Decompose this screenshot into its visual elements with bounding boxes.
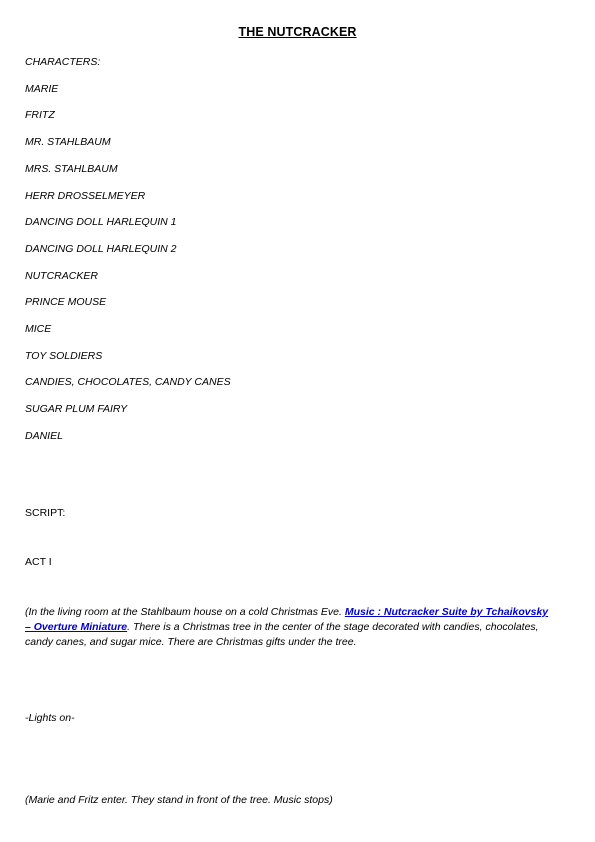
character-item: TOY SOLDIERS [25,350,103,362]
character-item: MRS. STAHLBAUM [25,163,118,175]
stage-direction-paragraph [25,605,555,650]
page-title: THE NUTCRACKER [238,25,357,39]
character-item: SUGAR PLUM FAIRY [25,403,128,415]
character-item: MICE [25,323,52,335]
character-item: FRITZ [25,109,55,121]
characters-heading: CHARACTERS: [25,56,101,68]
character-item: CANDIES, CHOCOLATES, CANDY CANES [25,376,231,388]
character-item: DANCING DOLL HARLEQUIN 1 [25,216,177,228]
character-item: DANIEL [25,430,63,442]
character-item: PRINCE MOUSE [25,296,107,308]
music-link[interactable]: Music : Nutcracker Suite by Tchaikovsky – Overture Miniature [25,606,549,633]
character-item: MR. STAHLBAUM [25,136,111,148]
character-item: DANCING DOLL HARLEQUIN 2 [25,243,177,255]
enter-direction: (Marie and Fritz enter. They stand in front of the tree. Music stops) [25,794,333,806]
stage-direction-text-continued: . There is a Christmas tree in the center of the stage decorated with candies, chocolates, candy canes, and sugar mice. There are Christmas gifts under the tree. [25,621,539,648]
character-item: MARIE [25,83,59,95]
character-item: NUTCRACKER [25,270,98,282]
lights-cue: -Lights on- [25,712,75,724]
character-item: HERR DROSSELMEYER [25,190,146,202]
stage-direction-text: (In the living room at the Stahlbaum house on a cold Christmas Eve. [25,606,345,618]
act-heading: ACT I [25,556,52,568]
script-heading: SCRIPT: [25,507,66,519]
